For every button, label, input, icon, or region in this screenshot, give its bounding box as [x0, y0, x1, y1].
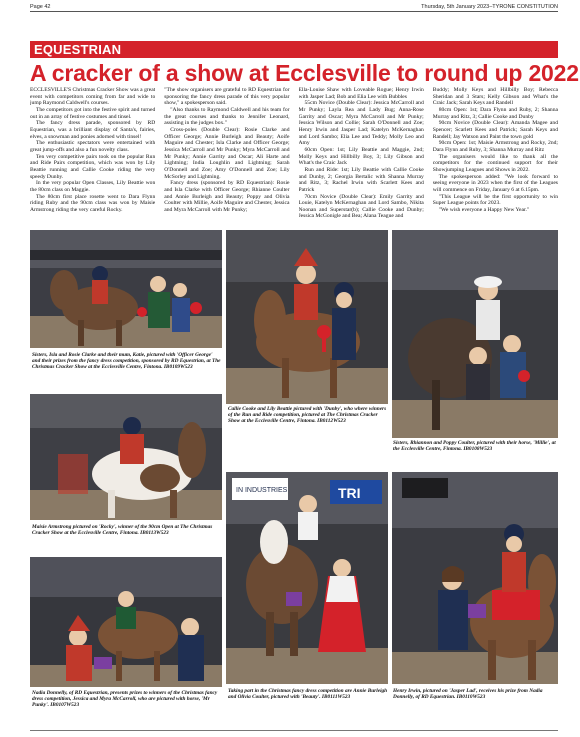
paragraph: Cross-poles (Double Clear): Rosie Clarke and Officer George; Annie Burleigh and Beauty; Aoife Maguire and Chester; Isla Clarke and Officer George; Jessica McCarroll and Mr Punky; Myra McCarroll and Mr Punky; Annie Garrity and Oscar; Ali Harte and Lightning; India Loughlin and Lightning; Sarah O'Donnell and Zoe; Amy O'Donnell and Zoe; Lily McSorley and Lightning.: [164, 126, 290, 180]
article-column-3: [299, 87, 424, 227]
paragraph: "This League will be the first opportunity to win Super League points for 2023.: [432, 193, 558, 207]
caption-mccarroll-sisters: Nadia Donnelly, of RD Equestrian, presents prizes to winners of the Christmas fancy dress competition, Jessica and Myra McCarroll, who are pictured with horse, 'Mr Punky'. IB0107W523: [32, 690, 218, 709]
paragraph: The fancy dress parade, sponsored by RD Equestrian, was a brilliant display of Santa's, fairies, elves, a snowman and ponies adorned with tinsel!: [30, 120, 156, 140]
paragraph: 60cm Open: 1st; Lily Beattie and Maggie, 2nd; Molly Keys and Hillbilly Boy, 3; Lily Gibson and What's the Craic Jack: [298, 146, 424, 167]
banner-left-text: IN INDUSTRIES: [236, 487, 288, 494]
paragraph: "Also thanks to Raymond Caldwell and his team for the great courses and thanks to Jennifer Leonard, assisting in the judges box.": [164, 106, 290, 127]
paragraph: The organisers would like to thank all the competitors for the continued support for their Showjumping Leagues and Shows in 2022.: [432, 153, 558, 173]
article-column-2: [164, 87, 289, 227]
paragraph: The enthusiastic spectators were entertained with great jump-offs and also a fun novelty class.: [30, 140, 156, 153]
caption-run-and-ride-winners: Callie Cooke and Lily Beattie pictured with 'Dunby', who where winners of the Run and Ride competition, pictured at The Christmas Cracker Show at the Ecclesville Centre, Fintona. IB0112W523: [228, 406, 387, 425]
paragraph: 90cm Novice (Double Clear): Amanda Magee and Spencer; Scarlett Kees and Patrick; Sarah Keys and Randell; Jay Watson and Paint the town gold: [432, 120, 558, 140]
paragraph: Ella-Louise Shaw with Loveable Rogue; Henry Irwin with Jasper Lad; Bob and Elia Lee with Bubbles: [298, 87, 424, 100]
dateline: Thursday, 5th January 2023–TYRONE CONSTITUTION: [421, 4, 558, 10]
article-column-4: [433, 87, 558, 227]
paragraph: In the very popular Open Classes, Lily Beattie won the 80cm class on Maggie.: [30, 180, 156, 193]
photo-coulter-sisters: [392, 230, 558, 438]
paragraph: The competitors got into the festive spirit and turned out in an array of festive costumes and tinsel.: [30, 106, 156, 120]
photo-burleigh-coulter: [226, 472, 388, 684]
paragraph: 90cm Open: 1st; Maisie Armstrong and Rocky, 2nd; Dara Flynn and Ruby, 3; Shanna Murray and Ritz: [432, 140, 558, 153]
paragraph: 70cm Novice (Double Clear): Emily Garrity and Louie, Katelyn McKernaghan and Lord Sambo, Nikita Noonan and Superstar(b); Callie Cooke and Dunby; Jessica McGonigle and Bea; Alana Teague and: [298, 193, 424, 220]
paragraph: ECCLESVILLE'S Christmas Cracker Show was a great event with competitors coming from far and wide to jump Raymond Caldwell's courses.: [30, 87, 156, 107]
photo-clarke-sisters: [30, 230, 222, 348]
headline: A cracker of a show at Ecclesville to round up 2022: [30, 60, 579, 86]
paragraph: 55cm Novice (Double Clear): Jessica McCarroll and Mr Punky; Layla Rea and Lady Bug; Anna-Rose Garrity and Oscar; Myra McCarroll and Mr Punky; Jessica Wilson and Collie; Sarah O'Donnell and Zoe; Henry Irwin and Jasper Lad; Katelyn McKernaghan and Lord Sambo; Elia Lee and Teddy; Molly Leo and Amy: [298, 100, 424, 147]
paragraph: The 80cm first place rosette went to Dara Flynn riding Ruby and the 90cm class was won by Maisie Armstrong riding the very careful Rocky.: [30, 193, 156, 213]
paragraph: Ten very competitive pairs took on the popular Run and Ride Pairs competition, which was won by Lily Beattie running and Callie Cooke riding the very speedy Dunby.: [30, 153, 156, 180]
photo-run-and-ride-winners: [226, 230, 388, 404]
photo-henry-irwin: [392, 472, 558, 684]
paragraph: Run and Ride: 1st; Lily Beattie with Callie Cooke and Dunby, 2; Georgia Bertalic with Shanna Murray and Ritz, 3; Rachel Irwin with Scarlett Kees and Patrick: [298, 166, 424, 193]
page-number: Page 42: [30, 4, 51, 10]
photo-mccarroll-sisters: [30, 557, 222, 687]
paragraph: Fancy dress (sponsored by RD Equestrian): Rosie and Isla Clarke with Officer George; Rhianne Coulter and Annie Burleigh and Beauty; Poppy and Olivia Coulter with Millie, Aoife Maguire and Chester, Jessica and Myra McCarroll with Mr Punky;: [164, 180, 290, 213]
photo-maisie-armstrong: [30, 394, 222, 520]
caption-henry-irwin: Henry Irwin, pictured on 'Jasper Lad', receives his prize from Nadia Donnelly, of RD Equestrian. IB0110W523: [393, 688, 543, 701]
banner-right-text: TRI: [338, 485, 361, 501]
paragraph: The spokesperson added: "We look forward to seeing everyone in 2023 when the first of the Leagues will commence on Friday, January 6 at 6.15pm.: [432, 173, 558, 193]
article-column-1: [30, 87, 155, 227]
paragraph: "We wish everyone a Happy New Year.": [438, 206, 530, 213]
caption-burleigh-coulter: Taking part in the Christmas fancy dress competition are Annie Burleigh and Olivia Coulter, pictured with 'Beauty'. IB0111W523: [228, 688, 388, 701]
caption-maisie-armstrong: Maisie Armstrong pictured on 'Rocky', winner of the 90cm Open at The Christmas Cracker Show at the Ecclesville Centre, Fintona. IB0113W523: [32, 524, 213, 537]
paragraph: 80cm Open: 1st; Dara Flynn and Ruby, 2; Shanna Murray and Ritz, 3; Callie Cooke and Dunby: [432, 106, 558, 120]
caption-clarke-sisters: Sisters, Isla and Rosie Clarke and their mum, Katie, pictured with 'Officer George' and their prizes from the fancy dress competition, sponsored by RD Equestrian, at The Christmas Cracker Show at the Ecclesville Centre, Fintona. IB0109W523: [32, 352, 221, 371]
paragraph: Buddy; Molly Keys and Hillbilly Boy; Rebecca Sheridan and 3 Stars; Kelly Gibson and What's the Craic Jack; Sarah Keys and Randell: [432, 87, 558, 107]
section-label: EQUESTRIAN: [30, 41, 558, 58]
page-header: [30, 4, 558, 12]
article-body: [30, 87, 558, 227]
paragraph: "The show organisers are grateful to RD Equestrian for sponsoring the fancy dress parade of this very popular show," a spokesperson said.: [164, 87, 290, 107]
footer-rule: [30, 730, 558, 731]
caption-coulter-sisters: Sisters, Rhiannon and Poppy Coulter, pictured with their horse, 'Millie', at the Ecclesville Centre, Fintona. IB0108W523: [393, 440, 556, 453]
